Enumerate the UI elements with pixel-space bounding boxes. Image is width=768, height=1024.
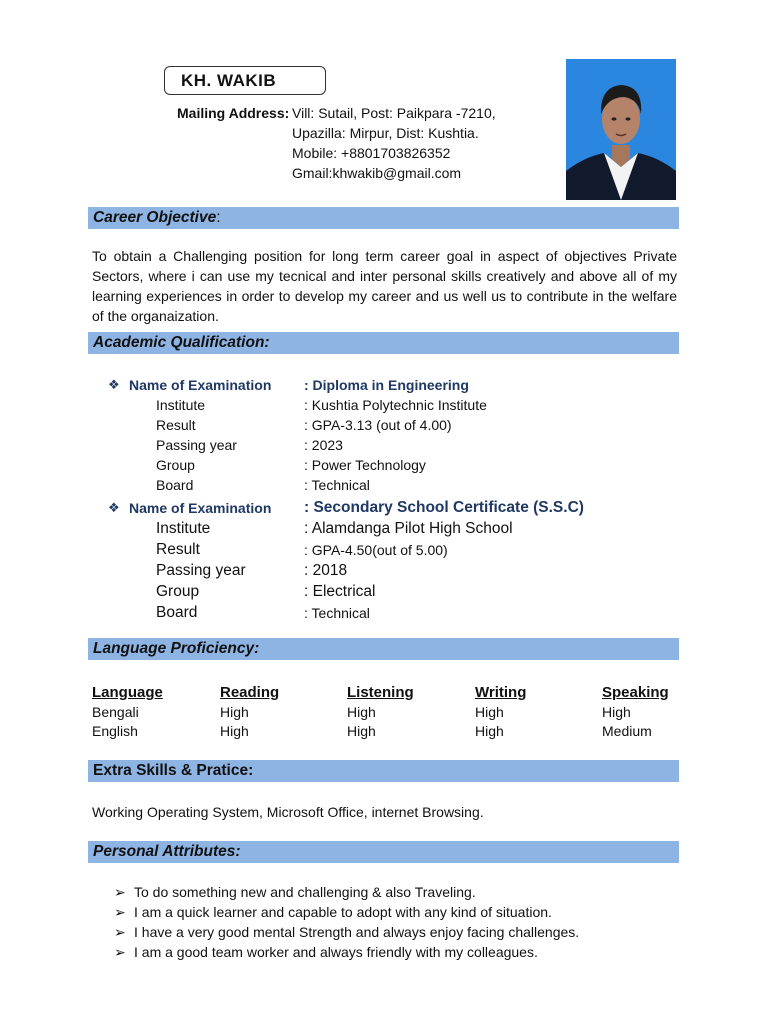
field-value: : GPA-4.50(out of 5.00) — [304, 542, 448, 558]
career-objective-text: To obtain a Challenging position for long term career goal in aspect of objectives Private Sectors, where i can use my tecnical and inter personal skills creatively and above all of my learning experiences in order to develop my career and us well us to contribute in the welfare of the organaization. — [92, 248, 677, 324]
institute-row — [0, 519, 768, 539]
address-line: Upazilla: Mirpur, Dist: Kushtia. — [292, 125, 479, 141]
table-cell: Medium — [602, 723, 652, 739]
listening-column — [347, 682, 414, 741]
table-cell: English — [92, 723, 138, 739]
institute-row — [0, 395, 768, 415]
list-item — [114, 902, 579, 922]
field-label: Passing year — [156, 562, 246, 579]
column-header: Writing — [475, 684, 527, 701]
table-cell: High — [220, 723, 249, 739]
field-label: Passing year — [156, 437, 237, 453]
list-item — [114, 942, 579, 962]
attribute-text: I am a quick learner and capable to adopt with any kind of situation. — [134, 904, 552, 920]
arrow-bullet-icon: ➢ — [114, 904, 126, 920]
field-label: Board — [156, 604, 198, 621]
extra-skills-text: Working Operating System, Microsoft Office, internet Browsing. — [92, 804, 484, 820]
field-label: Result — [156, 541, 200, 558]
field-value: : Alamdanga Pilot High School — [304, 520, 513, 537]
field-label: Institute — [156, 397, 206, 413]
attribute-text: I have a very good mental Strength and always enjoy facing challenges. — [134, 924, 580, 940]
arrow-bullet-icon: ➢ — [114, 924, 126, 940]
diamond-bullet-icon: ❖ — [108, 500, 120, 515]
email-line: Gmail:khwakib@gmail.com — [292, 165, 462, 181]
list-item — [114, 882, 579, 902]
field-label: Institute — [156, 520, 211, 537]
exam-row — [0, 375, 768, 395]
academic-qualification-heading: Academic Qualification: — [88, 332, 679, 354]
field-value: : 2018 — [304, 562, 348, 579]
speaking-column — [602, 682, 669, 741]
field-value: : Technical — [304, 605, 370, 621]
exam-row — [0, 498, 768, 518]
career-objective-heading: Career Objective: — [88, 207, 679, 229]
exam-value: : Diploma in Engineering — [304, 377, 469, 393]
exam-value: : Secondary School Certificate (S.S.C) — [304, 499, 584, 516]
mailing-address-label: Mailing Address: — [177, 105, 290, 121]
list-item — [114, 922, 579, 942]
field-value: : Power Technology — [304, 457, 426, 473]
table-cell: High — [475, 723, 504, 739]
column-header: Listening — [347, 684, 414, 701]
group-row — [0, 582, 768, 602]
field-label: Result — [156, 417, 196, 433]
field-value: : Technical — [304, 477, 370, 493]
writing-column — [475, 682, 526, 741]
column-header: Language — [92, 684, 163, 701]
result-row — [0, 415, 768, 435]
table-cell: High — [347, 723, 376, 739]
candidate-name: KH. WAKIB — [164, 66, 326, 95]
attributes-list — [114, 882, 579, 962]
field-value: : Kushtia Polytechnic Institute — [304, 397, 487, 413]
diamond-bullet-icon: ❖ — [108, 377, 120, 392]
table-cell: High — [220, 704, 249, 720]
passing-year-row — [0, 561, 768, 581]
profile-photo — [566, 59, 676, 200]
column-header: Speaking — [602, 684, 669, 701]
table-cell: High — [475, 704, 504, 720]
field-value: : 2023 — [304, 437, 343, 453]
field-value: : GPA-3.13 (out of 4.00) — [304, 417, 452, 433]
extra-skills-heading: Extra Skills & Pratice: — [88, 760, 679, 782]
attribute-text: I am a good team worker and always friendly with my colleagues. — [134, 944, 538, 960]
exam-label: Name of Examination — [129, 377, 272, 393]
mobile-line: Mobile: +8801703826352 — [292, 145, 451, 161]
arrow-bullet-icon: ➢ — [114, 944, 126, 960]
reading-column — [220, 682, 279, 741]
field-value: : Electrical — [304, 583, 376, 600]
attribute-text: To do something new and challenging & also Traveling. — [134, 884, 476, 900]
language-proficiency-heading: Language Proficiency: — [88, 638, 679, 660]
personal-attributes-heading: Personal Attributes: — [88, 841, 679, 863]
result-row — [0, 540, 768, 560]
field-label: Group — [156, 583, 200, 600]
exam-label: Name of Examination — [129, 500, 272, 516]
language-column — [92, 682, 163, 741]
board-row — [0, 603, 768, 623]
field-label: Board — [156, 477, 194, 493]
table-cell: High — [347, 704, 376, 720]
arrow-bullet-icon: ➢ — [114, 884, 126, 900]
board-row — [0, 475, 768, 495]
address-lines — [292, 103, 496, 183]
passing-year-row — [0, 435, 768, 455]
group-row — [0, 455, 768, 475]
table-cell: Bengali — [92, 704, 139, 720]
column-header: Reading — [220, 684, 280, 701]
table-cell: High — [602, 704, 631, 720]
person-portrait-icon — [566, 59, 676, 200]
address-line: Vill: Sutail, Post: Paikpara -7210, — [292, 105, 496, 121]
field-label: Group — [156, 457, 195, 473]
